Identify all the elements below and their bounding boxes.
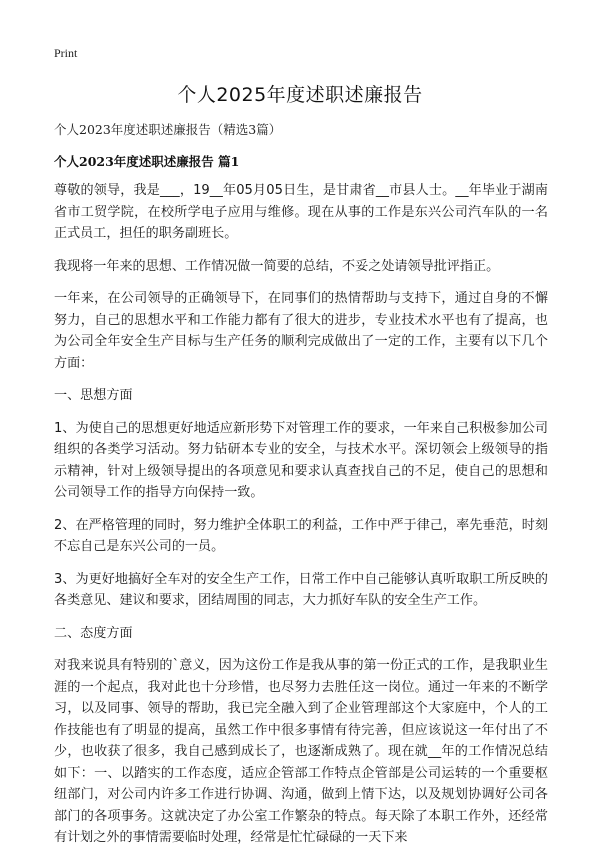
paragraph-heading: 一、思想方面 <box>54 388 133 403</box>
section-heading: 个人2023年度述职述廉报告 篇1 <box>54 154 240 169</box>
paragraph-heading: 二、态度方面 <box>54 625 133 641</box>
paragraph: 尊敬的领导，我是___，19__年05月05日生，是甘肃省__市县人士。__年毕业于湖南省市工贸学院，在校所学电子应用与维修。现在从事的工作是东兴公司汽车队的一名正式员工，担任的职务副班长。 <box>54 183 548 241</box>
document-title: 个人2025年度述职述廉报告 <box>177 84 423 106</box>
paragraph: 我现将一年来的思想、工作情况做一简要的总结，不妥之处请领导批评指正。 <box>54 258 500 274</box>
paragraph: 2、在严格管理的同时，努力维护全体职工的利益，工作中严于律己，率先垂范，时刻不忘自己是东兴公司的一员。 <box>54 517 548 554</box>
paragraph: 3、为更好地搞好全车对的安全生产工作，日常工作中自己能够认真听取职工所反映的各类意见、建议和要求，团结周围的同志，大力抓好车队的安全生产工作。 <box>54 571 548 608</box>
print-label: Print <box>54 46 78 60</box>
paragraph: 1、为使自己的思想更好地适应新形势下对管理工作的要求，一年来自己积极参加公司组织的各类学习活动。努力钻研本专业的安全，与技术水平。深切领会上级领导的指示精神，针对上级领导提出的各项意见和要求认真查找自己的不足，使自己的思想和公司领导工作的指导方向保持一致。 <box>54 420 548 500</box>
document-subtitle: 个人2023年度述职述廉报告（精选3篇） <box>54 122 282 137</box>
paragraph: 一年来，在公司领导的正确领导下，在同事们的热情帮助与支持下，通过自身的不懈努力，自己的思想水平和工作能力都有了很大的进步，专业技术水平也有了提高，也为公司全年安全生产目标与生产任务的顺利完成做出了一定的工作，主要有以下几个方面： <box>54 291 548 371</box>
document-body <box>54 180 548 849</box>
paragraph: 对我来说具有特别的`意义，因为这份工作是我从事的第一份正式的工作，是我职业生涯的一个起点，我对此也十分珍惜，也尽努力去胜任这一岗位。通过一年来的不断学习，以及同事、领导的帮助，我已完全融入到了企业管理部这个大家庭中，个人的工作技能也有了明显的提高，虽然工作中很多事情有待完善，但应该说这一年付出了不少，也收获了很多，我自己感到成长了，也逐渐成熟了。现在就__年的工作情况总结如下：一、以踏实的工作态度，适应企管部工作特点企管部是公司运转的一个重要枢纽部门，对公司内许多工作进行协调、沟通，做到上情下达，以及规划协调好公司各部门的各项事务。这就决定了办公室工作繁杂的特点。每天除了本职工作外，还经常有计划之外的事情需要临时处理，经常是忙忙碌碌的一天下来 <box>54 658 548 845</box>
